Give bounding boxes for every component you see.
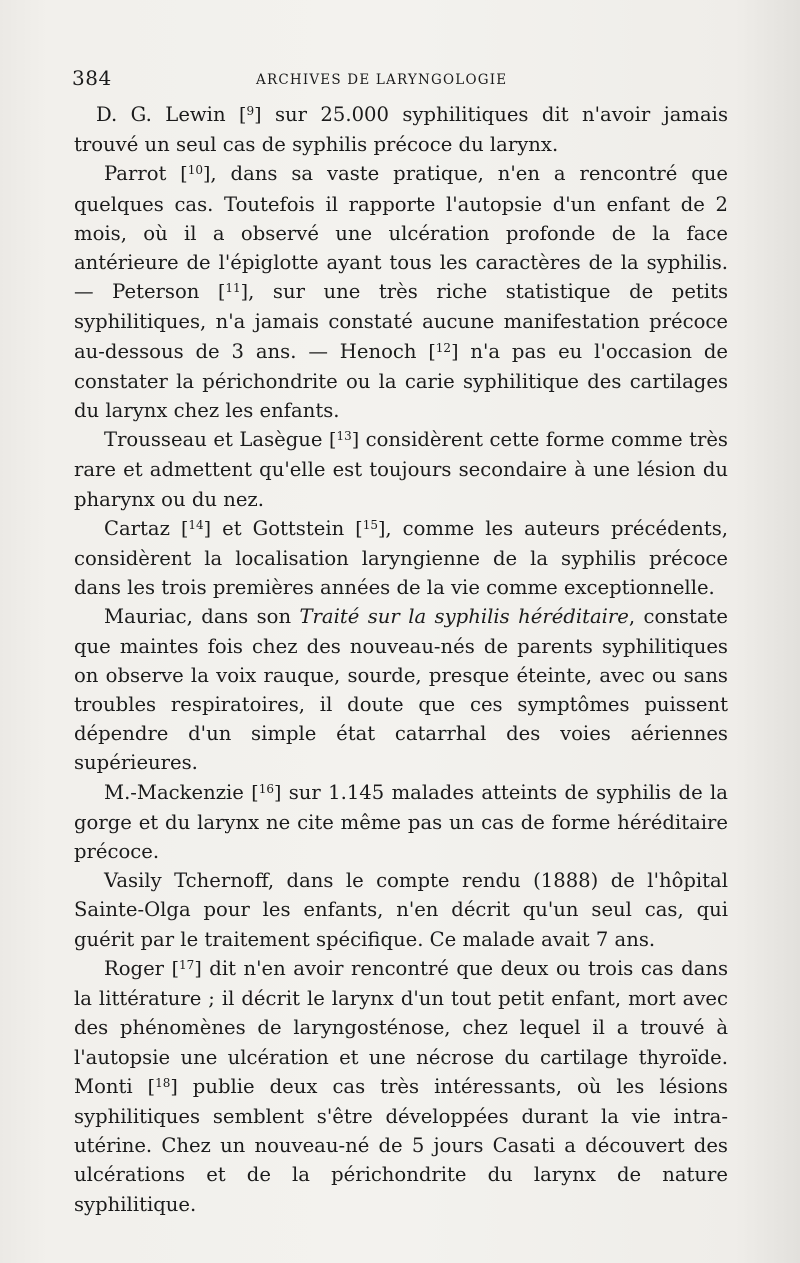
paragraph (74, 100, 728, 159)
reference-marker: [$^{12}$] (428, 340, 459, 363)
text-run: publie deux cas très intéressants, où les lésions syphilitiques semblent s'être développées durant la vie intra-utérine. Chez un nouveau-né de 5 jours Casati a découvert des ulcérations et de la périchondrite du larynx de nature syphilitique. (74, 1074, 728, 1216)
text-run: Roger (104, 956, 172, 980)
reference-number: 11 (225, 281, 241, 296)
paragraph (74, 778, 728, 867)
text-run: , sur une très riche statistique de petits syphilitiques, n'a jamais constaté aucune manifestation précoce au-dessous de 3 ans. — Henoch (74, 280, 728, 363)
text-run: D. G. Lewin (96, 103, 240, 126)
reference-number: 12 (435, 340, 452, 355)
reference-marker: [$^{13}$] (329, 429, 360, 452)
reference-marker: [$^{18}$] (147, 1075, 178, 1098)
reference-marker: [$^{14}$] (180, 517, 212, 540)
text-run: et Gottstein (211, 516, 356, 540)
reference-number: 16 (258, 781, 274, 796)
reference-number: 17 (179, 957, 195, 972)
italic-title: Traité sur la syphilis héréditaire (299, 605, 629, 629)
paragraph (74, 514, 728, 603)
text-run: Cartaz (104, 516, 181, 540)
reference-marker: [$^9$] (239, 104, 262, 126)
text-run: sur 1.145 malades atteints de syphilis de la gorge et du larynx ne cite même pas un cas de forme héréditaire précoce. (74, 780, 728, 864)
text-run: M.-Mackenzie (104, 780, 252, 804)
reference-number: 13 (336, 429, 352, 444)
reference-number: 14 (188, 517, 204, 532)
page-number: 384 (72, 66, 112, 90)
paragraph (74, 425, 728, 514)
text-run: Mauriac, dans son (104, 605, 300, 629)
reference-number: 9 (246, 104, 255, 118)
text-run: Parrot (104, 162, 181, 186)
reference-number: 15 (362, 517, 378, 532)
body-text (74, 100, 728, 1219)
reference-marker: [$^{10}$] (180, 163, 211, 186)
text-run: , constate que maintes fois chez des nouveau-nés de parents syphilitiques on observe la voix rauque, sourde, presque éteinte, avec ou sans troubles respiratoires, il doute que ces symptômes puissent dépendre d'un simple état catarrhal des voies aériennes supérieures. (74, 605, 728, 775)
paragraph (74, 602, 728, 777)
paragraph (74, 866, 728, 954)
paragraph (74, 954, 728, 1219)
reference-marker: [$^{16}$] (251, 781, 282, 804)
text-run: Trousseau et Lasègue (104, 428, 330, 452)
text-run: sur 25.000 syphilitiques dit n'avoir jamais trouvé un seul cas de syphilis précoce du larynx. (74, 103, 728, 157)
paragraph (74, 159, 728, 425)
reference-number: 18 (155, 1075, 171, 1090)
running-title: ARCHIVES DE LARYNGOLOGIE (256, 72, 508, 88)
text-run: considèrent cette forme comme très rare et admettent qu'elle est toujours secondaire à une lésion du pharynx ou du nez. (74, 428, 728, 511)
reference-marker: [$^{11}$] (217, 281, 249, 304)
text-run: n'a pas eu l'occasion de constater la périchondrite ou la carie syphilitique des cartilages du larynx chez les enfants. (74, 339, 729, 423)
text-run: , dans sa vaste pratique, n'en a rencontré que quelques cas. Toutefois il rapporte l'autopsie d'un enfant de 2 mois, où il a observé une ulcération profonde de la face antérieure de l'épiglotte ayant tous les caractères de la syphilis. — Peterson (74, 162, 728, 304)
text-run: dit n'en avoir rencontré que deux ou trois cas dans la littérature ; il décrit le larynx d'un tout petit enfant, mort avec des phénomènes de laryngosténose, chez lequel il a trouvé à l'autopsie une ulcération et une nécrose du cartilage thyroïde. Monti (74, 956, 728, 1098)
reference-marker: [$^{15}$] (355, 517, 386, 540)
reference-marker: [$^{17}$] (171, 957, 202, 980)
text-run: Vasily Tchernoff, dans le compte rendu (1888) de l'hôpital Sainte-Olga pour les enfants, n'en décrit qu'un seul cas, qui guérit par le traitement spécifique. Ce malade avait 7 ans. (74, 869, 728, 951)
page-header (72, 66, 732, 96)
reference-number: 10 (187, 163, 203, 178)
text-run: , comme les auteurs précédents, considèrent la localisation laryngienne de la syphilis précoce dans les trois premières années de la vie comme exceptionnelle. (74, 516, 728, 600)
